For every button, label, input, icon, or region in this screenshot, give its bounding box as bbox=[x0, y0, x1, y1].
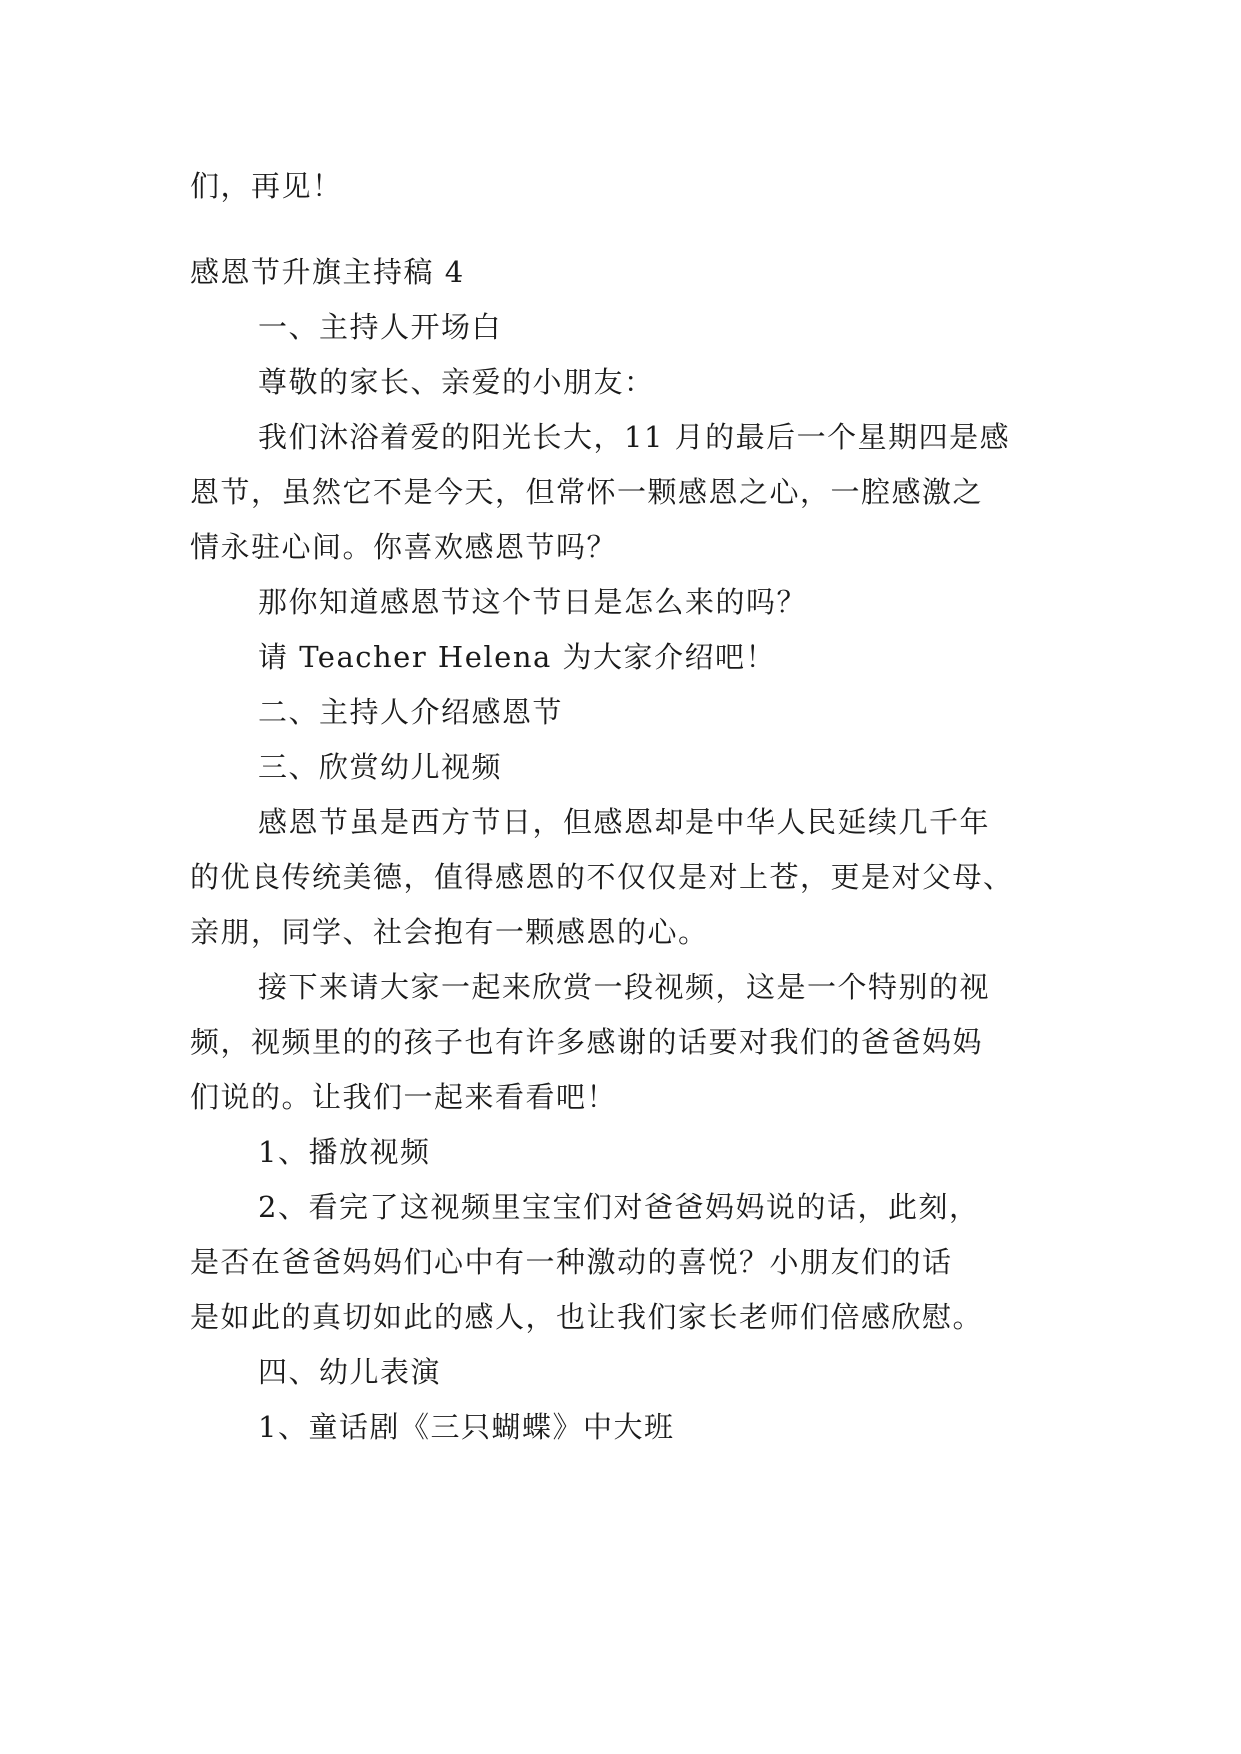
text-line: 我们沐浴着爱的阳光长大，11 月的最后一个星期四是感 bbox=[258, 420, 1011, 454]
text-line: 恩节，虽然它不是今天，但常怀一颗感恩之心，一腔感激之 bbox=[190, 475, 984, 509]
text-line: 二、主持人介绍感恩节 bbox=[258, 695, 564, 729]
text-line: 2、看完了这视频里宝宝们对爸爸妈妈说的话，此刻， bbox=[258, 1190, 980, 1224]
text-line: 一、主持人开场白 bbox=[258, 310, 503, 344]
text-line: 1、童话剧《三只蝴蝶》中大班 bbox=[258, 1410, 675, 1444]
text-line: 请 Teacher Helena 为大家介绍吧！ bbox=[258, 640, 776, 674]
text-line: 们说的。让我们一起来看看吧！ bbox=[190, 1080, 618, 1114]
text-line: 是否在爸爸妈妈们心中有一种激动的喜悦？小朋友们的话 bbox=[190, 1245, 953, 1279]
section-heading: 感恩节升旗主持稿 4 bbox=[190, 255, 465, 289]
text-line: 是如此的真切如此的感人，也让我们家长老师们倍感欣慰。 bbox=[190, 1300, 984, 1334]
text-line: 亲朋，同学、社会抱有一颗感恩的心。 bbox=[190, 915, 709, 949]
text-line: 的优良传统美德，值得感恩的不仅仅是对上苍，更是对父母、 bbox=[190, 860, 1014, 894]
text-line: 三、欣赏幼儿视频 bbox=[258, 750, 503, 784]
text-line: 情永驻心间。你喜欢感恩节吗？ bbox=[190, 530, 618, 564]
text-line: 频，视频里的的孩子也有许多感谢的话要对我们的爸爸妈妈 bbox=[190, 1025, 984, 1059]
text-line: 感恩节虽是西方节日，但感恩却是中华人民延续几千年 bbox=[258, 805, 991, 839]
text-line: 那你知道感恩节这个节日是怎么来的吗？ bbox=[258, 585, 808, 619]
text-line: 1、播放视频 bbox=[258, 1135, 431, 1169]
text-line: 接下来请大家一起来欣赏一段视频，这是一个特别的视 bbox=[258, 970, 991, 1004]
text-line: 尊敬的家长、亲爱的小朋友： bbox=[258, 365, 655, 399]
text-line: 们，再见！ bbox=[190, 169, 343, 203]
text-line: 四、幼儿表演 bbox=[258, 1355, 442, 1389]
